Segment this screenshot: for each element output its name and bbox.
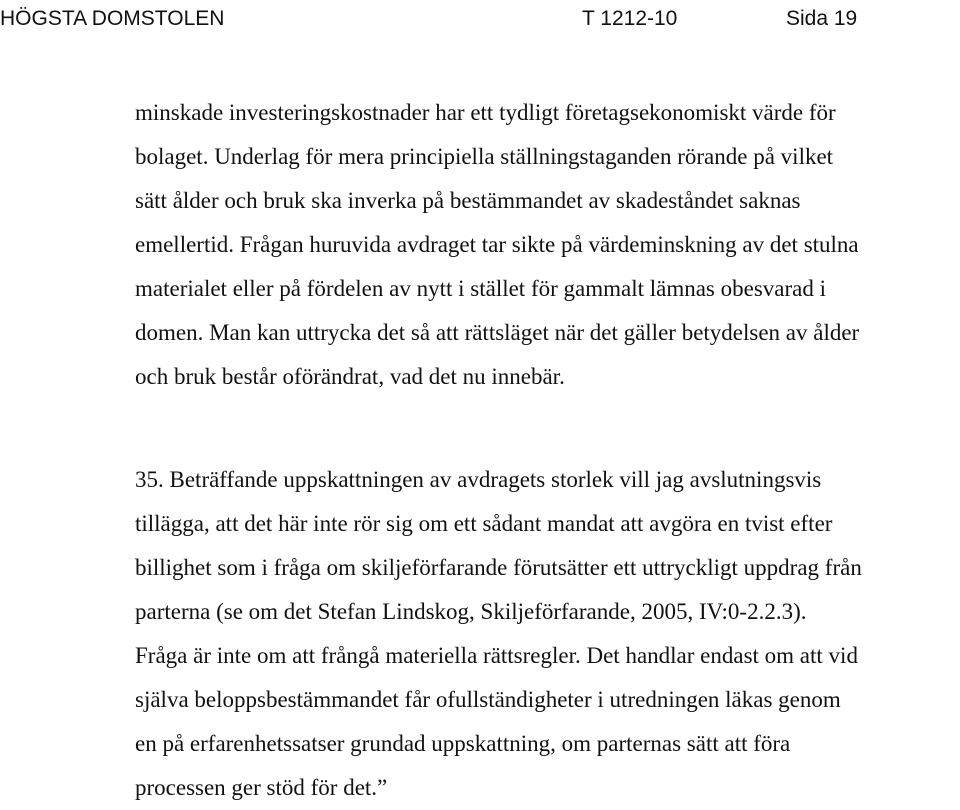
text-line: 35. Beträffande uppskattningen av avdragets storlek vill jag avslutningsvis — [135, 467, 822, 492]
text-line: Fråga är inte om att frångå materiella rättsregler. Det handlar endast om att vid — [135, 643, 858, 668]
case-number: T 1212-10 — [582, 7, 678, 30]
paragraph-1 — [135, 91, 960, 399]
page-number: Sida 19 — [786, 7, 858, 30]
court-name: HÖGSTA DOMSTOLEN — [0, 7, 225, 30]
paragraph-35 — [135, 458, 960, 810]
text-line: en på erfarenhetssatser grundad uppskattning, om parternas sätt att föra — [135, 731, 791, 756]
text-line: sätt ålder och bruk ska inverka på bestämmandet av skadeståndet saknas — [135, 188, 801, 213]
text-line: materialet eller på fördelen av nytt i stället för gammalt lämnas obesvarad i — [135, 276, 827, 301]
text-line: tillägga, att det här inte rör sig om ett sådant mandat att avgöra en tvist efter — [135, 511, 833, 536]
page-header — [0, 4, 960, 34]
text-line: processen ger stöd för det.” — [135, 775, 388, 800]
text-line: själva beloppsbestämmandet får ofullständigheter i utredningen läkas genom — [135, 687, 841, 712]
text-line: billighet som i fråga om skiljeförfarande förutsätter ett uttryckligt uppdrag från — [135, 555, 862, 580]
text-line: minskade investeringskostnader har ett tydligt företagsekonomiskt värde för — [135, 100, 836, 125]
text-line: bolaget. Underlag för mera principiella ställningstaganden rörande på vilket — [135, 144, 834, 169]
text-line: parterna (se om det Stefan Lindskog, Skiljeförfarande, 2005, IV:0-2.2.3). — [135, 599, 807, 624]
text-line: emellertid. Frågan huruvida avdraget tar sikte på värdeminskning av det stulna — [135, 232, 859, 257]
text-line: och bruk består oförändrat, vad det nu innebär. — [135, 364, 565, 389]
text-line: domen. Man kan uttrycka det så att rättsläget när det gäller betydelsen av ålder — [135, 320, 860, 345]
